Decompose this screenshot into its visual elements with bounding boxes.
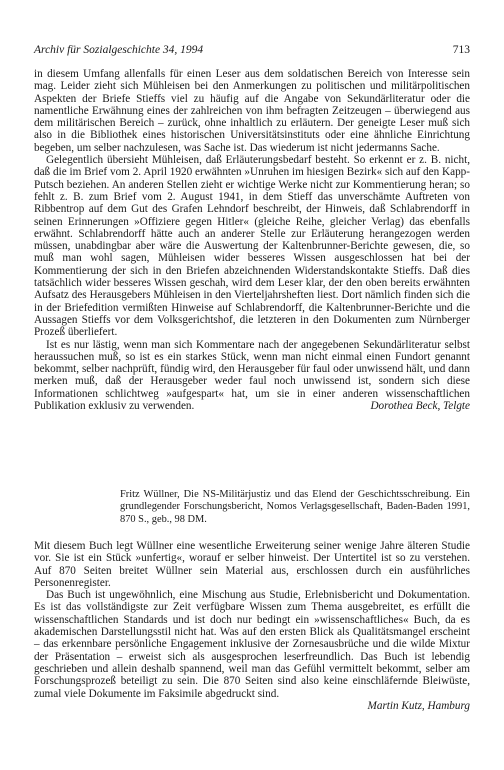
review1-paragraph-1: in diesem Umfang allenfalls für einen Leser aus dem soldatischen Bereich von Interesse sein mag. Leider zieht sich Mühleisen bei den Anmerkungen zu politischen und militärpolitischen Aspekten der Briefe Stieffs viel zu häufig auf die Angabe von Sekundärliteratur oder die namentliche Erwähnung eines der zahlreichen von ihm befragten Zeitzeugen – überwiegend aus dem militärischen Bereich – zurück, ohne inhaltlich zu erläutern. Der geneigte Leser muß sich also in die Bibliothek eines historischen Universitätsinstituts oder eine ähnliche Einrichtung begeben, um selber nachzulesen, was Sache ist. Das wiederum ist nicht jedermanns Sache. bbox=[34, 68, 470, 154]
review1-paragraph-2: Gelegentlich übersieht Mühleisen, daß Erläuterungsbedarf besteht. So erkennt er z. B. nicht, daß die im Brief vom 2. April 1920 erwähnten »Unruhen im hiesigen Bezirk« sich auf den Kapp-Putsch beziehen. An anderen Stellen zieht er wichtige Werke nicht zur Kommentierung heran; so fehlt z. B. zum Brief vom 2. August 1941, in dem Stieff das unverschämte Auftreten von Ribbentrop auf dem Gut des Grafen Lehndorf beschreibt, der Hinweis, daß Schlabrendorff in seinen Erinnerungen »Offiziere gegen Hitler« (gleiche Reihe, gleicher Verlag) das ebenfalls erwähnt. Schlabrendorff hätte auch an anderer Stelle zur Erläuterung herangezogen werden müssen, unabdingbar aber wäre die Auswertung der Kaltenbrunner-Berichte gewesen, die, so muß man wohl sagen, Mühleisen wider besseres Wissen ausgeschlossen hat bei der Kommentierung der sich in den Briefen abzeichnenden Widerstandskontakte Stieffs. Daß dies tatsächlich wider besseres Wissen geschah, wird dem Leser klar, der den oben bereits erwähnten Aufsatz des Herausgebers Mühleisen in den Vierteljahrsheften liest. Dort nämlich finden sich die in der Briefedition vermißten Hinweise auf Schlabrendorff, die Kaltenbrunner-Berichte und die Aussagen Stieffs vor dem Volksgerichtshof, die letzteren in den Dokumenten zum Nürnberger Prozeß überliefert. bbox=[34, 154, 470, 339]
page-number: 713 bbox=[452, 44, 470, 56]
review1-paragraph-3-text: Ist es nur lästig, wenn man sich Kommentare nach der angegebenen Sekundärliteratur selbst heraussuchen muß, so ist es ein starkes Stück, wenn man nicht einmal einen Fundort genannt bekommt, selber nachprüft, fündig wird, den Herausgeber für faul oder unwissend hält, und dann merken muß, daß der Herausgeber weder faul noch unwissend ist, sondern sich diese Informationen schlichtweg »aufgespart« hat, um sie in einer anderen wissenschaftlichen Publikation exklusiv zu verwenden. bbox=[34, 338, 470, 413]
review1-paragraph-3 bbox=[34, 339, 470, 413]
review-dorothea-beck bbox=[34, 68, 470, 412]
review2-signature: Martin Kutz, Hamburg bbox=[367, 699, 470, 712]
review2-paragraph-2: Das Buch ist ungewöhnlich, eine Mischung aus Studie, Erlebnisbericht und Dokumentation. Es ist das vollständigste zur Zeit verfügbare Wissen zum Thema ausgebreitet, es erfüllt die wissenschaftlichen Standards und ist doch nur bedingt ein »wissenschaftliches« Buch, da es akademischen Darstellungsstil nicht hat. Was auf den ersten Blick als Qualitätsmangel erscheint – das erkennbare persönliche Engagement inklusive der Zornesausbrüche und die wilde Mixtur der Präsentation – erweist sich als ausgesprochen leserfreundlich. Das Buch ist lebendig geschrieben und allein deshalb spannend, weil man das Gefühl vermittelt bekommt, selber am Forschungsprozeß beteiligt zu sein. Die 870 Seiten sind also keine einschläfernde Bleiwüste, zumal viele Dokumente im Faksimile abgedruckt sind. bbox=[34, 589, 470, 700]
running-header bbox=[34, 44, 470, 60]
review2-paragraph-1: Mit diesem Buch legt Wüllner eine wesentliche Erweiterung seiner wenige Jahre älteren Studie vor. Sie ist ein Stück »unfertig«, worauf er selber hinweist. Der Untertitel ist so zu verstehen. Auf 870 Seiten breitet Wüllner sein Material aus, erschlossen durch ein ausführliches Personenregister. bbox=[34, 540, 470, 589]
review-martin-kutz bbox=[34, 540, 470, 712]
journal-title: Archiv für Sozialgeschichte 34, 1994 bbox=[34, 44, 204, 56]
review1-signature: Dorothea Beck, Telgte bbox=[370, 400, 470, 413]
bibliographic-entry: Fritz Wüllner, Die NS-Militärjustiz und das Elend der Geschichtsschreibung. Ein grundlegender Forschungsbericht, Nomos Verlagsgesellschaft, Baden-Baden 1991, 870 S., geb., 98 DM. bbox=[120, 489, 470, 525]
